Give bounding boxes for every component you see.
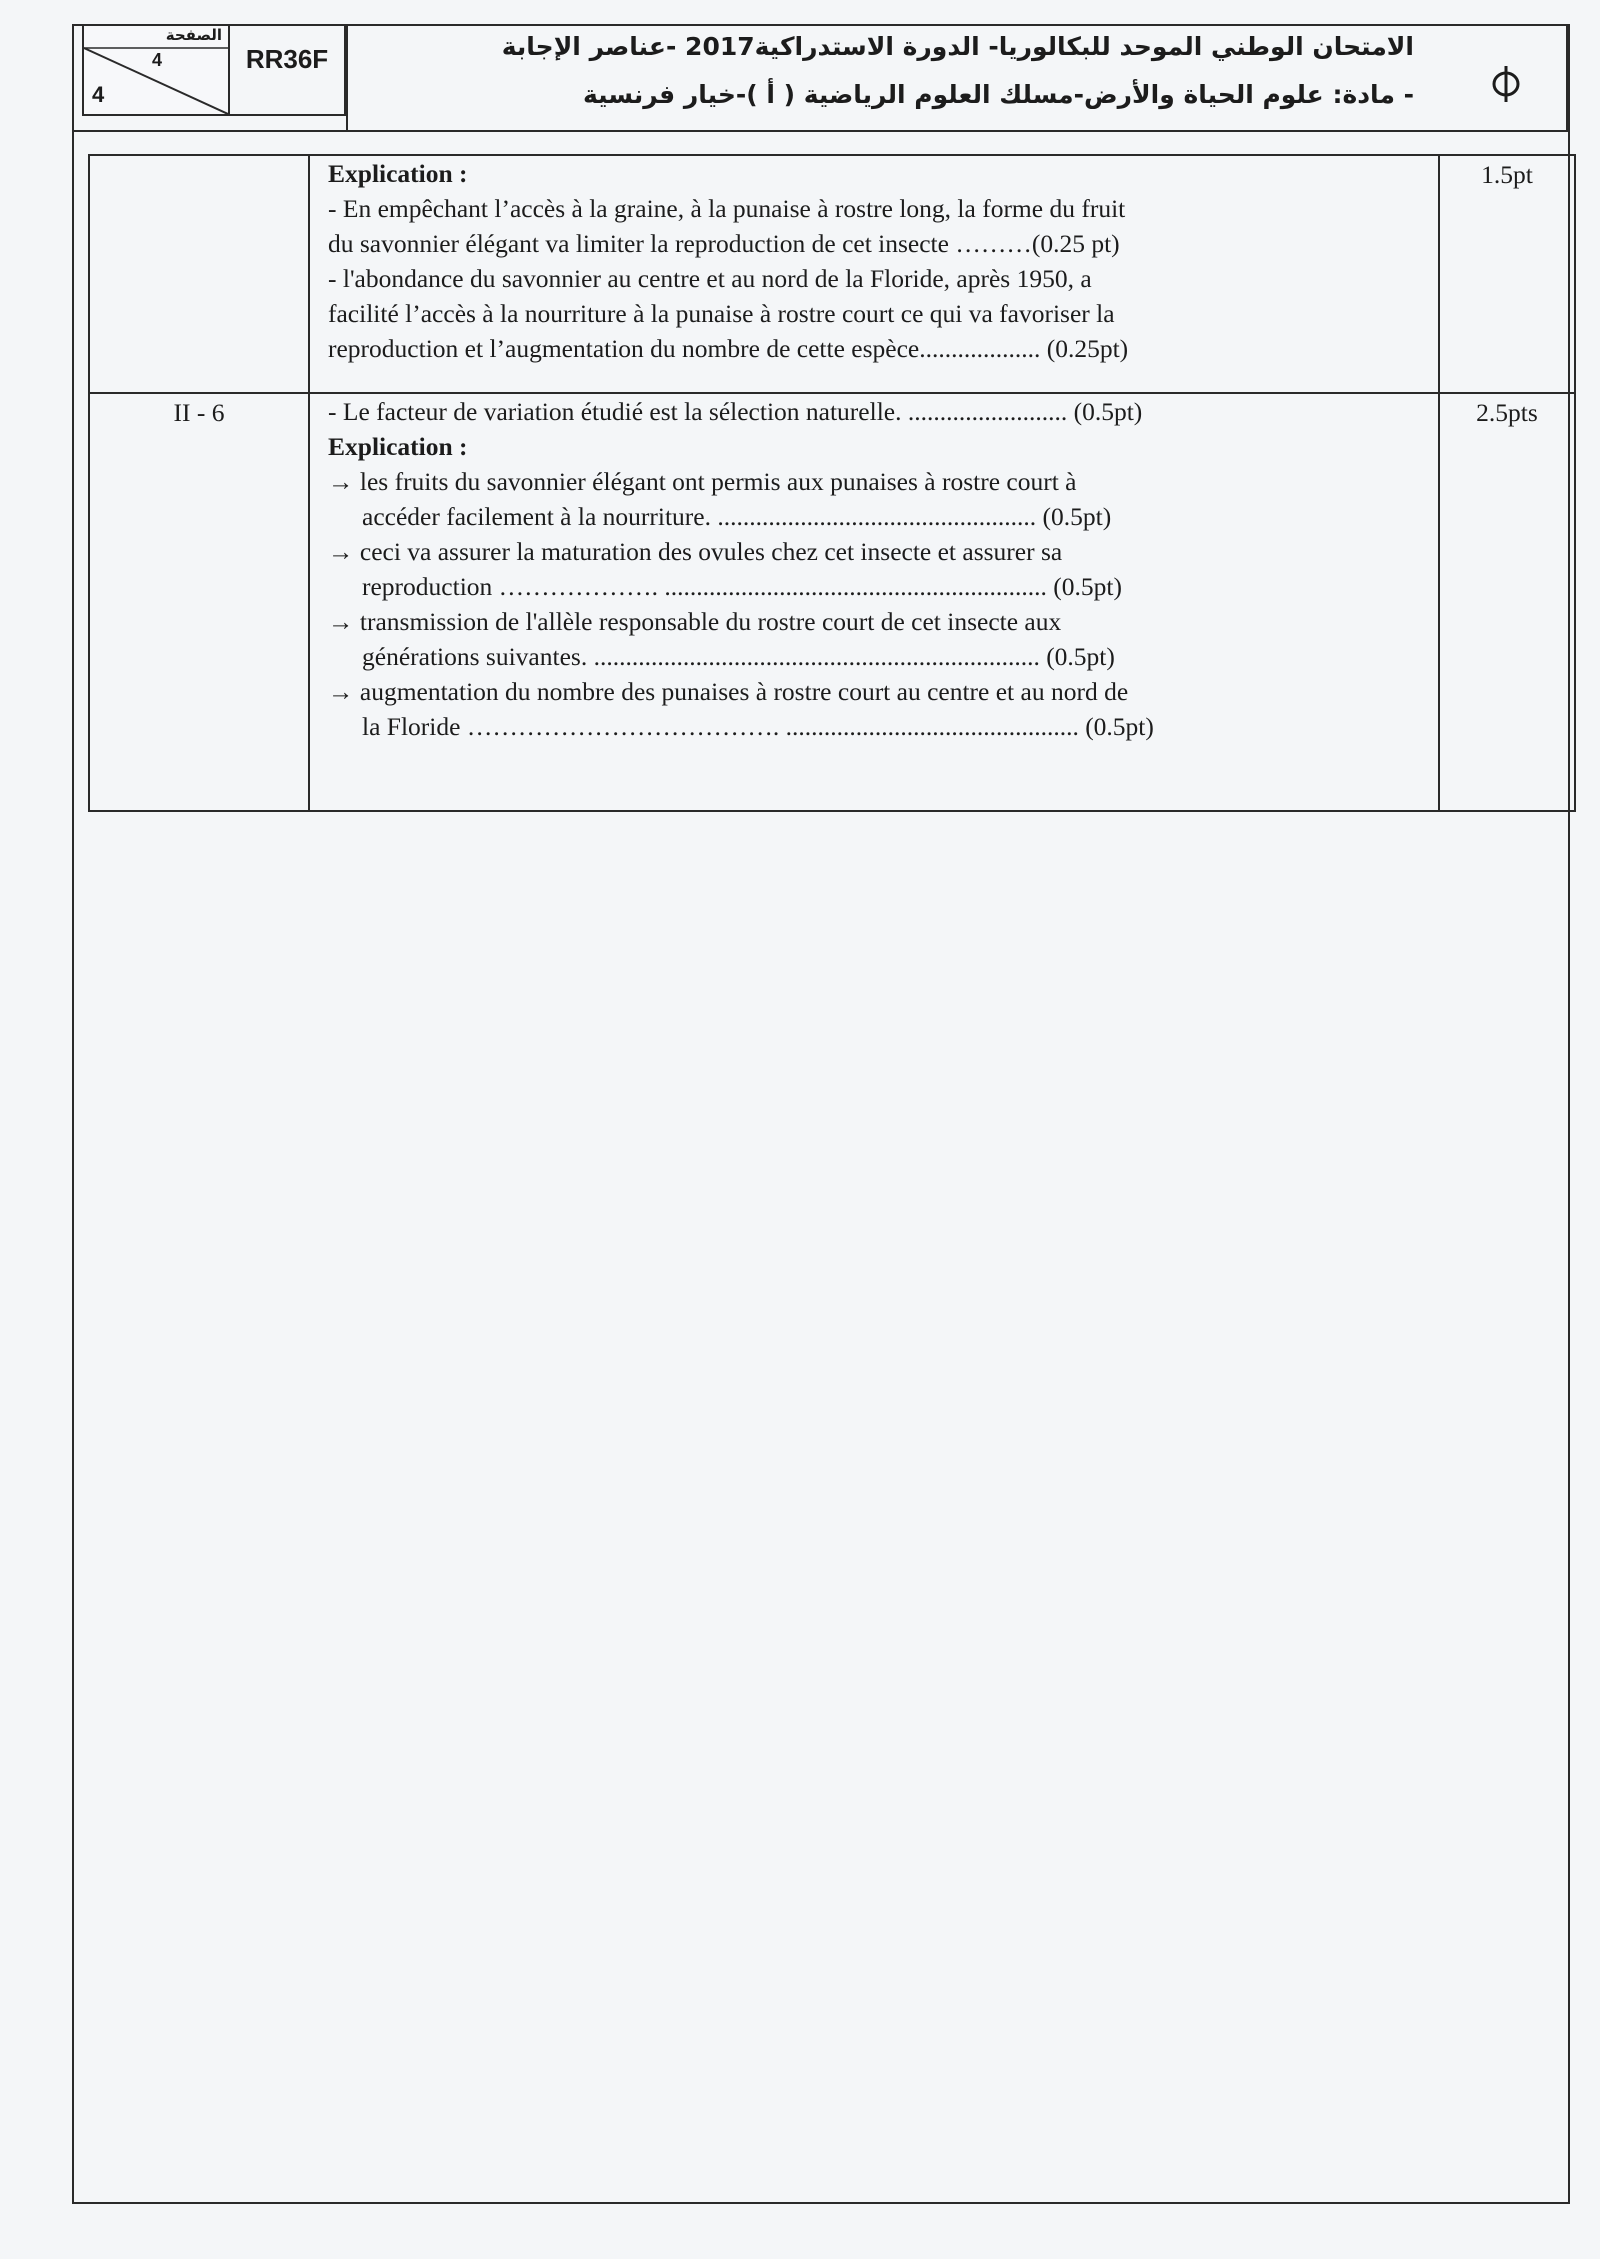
answer-item-line: → transmission de l'allèle responsable du rostre court de cet insecte aux — [328, 607, 1062, 636]
page-label: الصفحة — [165, 26, 222, 44]
page-current: 4 — [152, 50, 163, 70]
answer-item-line: la Floride ………………………………. .............................................. (0.5pt) — [362, 712, 1154, 741]
answer-line: - En empêchant l’accès à la graine, à la punaise à rostre long, la forme du fruit — [328, 194, 1126, 223]
question-cell — [89, 155, 309, 393]
header-rule — [72, 130, 1570, 132]
answer-cell — [309, 393, 1439, 811]
exam-title-box — [346, 24, 1568, 132]
answer-item-line: générations suivantes. ...................................................................... (0.5pt) — [362, 642, 1115, 671]
answer-item-line: → les fruits du savonnier élégant ont permis aux punaises à rostre court à — [328, 467, 1077, 496]
exam-code: RR36F — [228, 24, 346, 116]
answer-table — [88, 154, 1576, 812]
exam-title-line2: - مادة: علوم الحياة والأرض-مسلك العلوم الرياضية ( أ )-خيار فرنسية — [583, 80, 1414, 109]
answer-item-line: reproduction ………………. ............................................................ (0.5pt) — [362, 572, 1122, 601]
answer-intro: - Le facteur de variation étudié est la sélection naturelle. ......................... (0.5pt) — [328, 397, 1143, 426]
answer-item-line: → augmentation du nombre des punaises à rostre court au centre et au nord de — [328, 677, 1129, 706]
answer-line: reproduction et l’augmentation du nombre de cette espèce................... (0.25pt) — [328, 334, 1129, 363]
points-cell: 2.5pts — [1439, 393, 1575, 811]
exam-title-line1: الامتحان الوطني الموحد للبكالوريا- الدورة الاستدراكية2017 -عناصر الإجابة — [501, 32, 1414, 61]
explication-heading: Explication : — [328, 159, 468, 188]
question-cell: II - 6 — [89, 393, 309, 811]
table-row — [89, 393, 1575, 811]
phi-icon — [1490, 64, 1522, 104]
points-cell: 1.5pt — [1439, 155, 1575, 393]
page-total: 4 — [92, 82, 105, 107]
table-row — [89, 155, 1575, 393]
answer-line: - l'abondance du savonnier au centre et au nord de la Floride, après 1950, a — [328, 264, 1092, 293]
answer-cell — [309, 155, 1439, 393]
answer-item-line: accéder facilement à la nourriture. .................................................. (0.5pt) — [362, 502, 1112, 531]
answer-line: facilité l’accès à la nourriture à la punaise à rostre court ce qui va favoriser la — [328, 299, 1115, 328]
answer-line: du savonnier élégant va limiter la reproduction de cet insecte ………(0.25 pt) — [328, 229, 1120, 258]
answer-item-line: → ceci va assurer la maturation des ovules chez cet insecte et assurer sa — [328, 537, 1063, 566]
explication-heading: Explication : — [328, 432, 468, 461]
page-number-box — [82, 24, 230, 116]
